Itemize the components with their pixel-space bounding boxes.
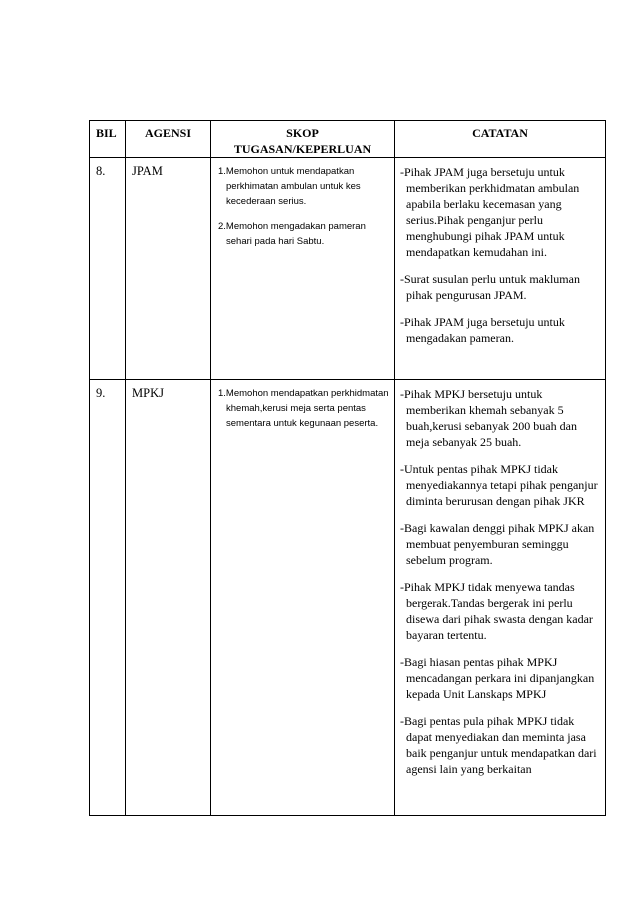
scope-item: 1.Memohon untuk mendapatkan perkhimatan ambulan untuk kes kecederaan serius.	[218, 166, 361, 207]
note-item: -Untuk pentas pihak MPKJ tidak menyediakannya tetapi pihak penganjur diminta berurusan dengan pihak JKR	[400, 462, 598, 508]
note-item: -Pihak JPAM juga bersetuju untuk memberikan perkhidmatan ambulan apabila berlaku kecemasan yang serius.Pihak penganjur perlu menghubungi pihak JPAM untuk mendapatkan kemudahan ini.	[400, 165, 580, 259]
note-item: -Bagi hiasan pentas pihak MPKJ mencadangan perkara ini dipanjangkan kepada Unit Lanskaps MPKJ	[400, 655, 595, 701]
scope-cell	[211, 380, 395, 816]
agency-name: MPKJ	[126, 380, 211, 816]
header-bil: BIL	[90, 121, 126, 158]
scope-item: 2.Memohon mengadakan pameran sehari pada hari Sabtu.	[218, 221, 366, 247]
note-item: -Pihak MPKJ bersetuju untuk memberikan khemah sebanyak 5 buah,kerusi sebanyak 200 buah dan meja sebanyak 25 buah.	[400, 387, 577, 449]
scope-item: 1.Memohon mendapatkan perkhidmatan khemah,kerusi meja serta pentas sementara untuk kegunaan peserta.	[218, 388, 389, 429]
note-item: -Pihak MPKJ tidak menyewa tandas bergerak.Tandas bergerak ini perlu disewa dari pihak swasta dengan kadar bayaran tertentu.	[400, 580, 593, 642]
note-item: -Bagi pentas pula pihak MPKJ tidak dapat menyediakan dan meminta jasa baik penganjur untuk mendapatkan dari agensi lain yang berkaitan	[400, 714, 597, 776]
header-catatan: CATATAN	[395, 121, 606, 158]
agency-name: JPAM	[126, 158, 211, 380]
note-item: -Pihak JPAM juga bersetuju untuk mengadakan pameran.	[400, 315, 565, 345]
table-row	[90, 380, 606, 816]
notes-cell	[395, 158, 606, 380]
note-item: -Bagi kawalan denggi pihak MPKJ akan membuat penyemburan seminggu sebelum program.	[400, 521, 595, 567]
header-skop: SKOP TUGASAN/KEPERLUAN	[211, 121, 395, 158]
row-number: 8.	[90, 158, 126, 380]
note-item: -Surat susulan perlu untuk makluman pihak pengurusan JPAM.	[400, 272, 580, 302]
table-header-row	[90, 121, 606, 158]
agency-table	[89, 120, 606, 816]
notes-cell	[395, 380, 606, 816]
scope-cell	[211, 158, 395, 380]
row-number: 9.	[90, 380, 126, 816]
header-agensi: AGENSI	[126, 121, 211, 158]
table-row	[90, 158, 606, 380]
